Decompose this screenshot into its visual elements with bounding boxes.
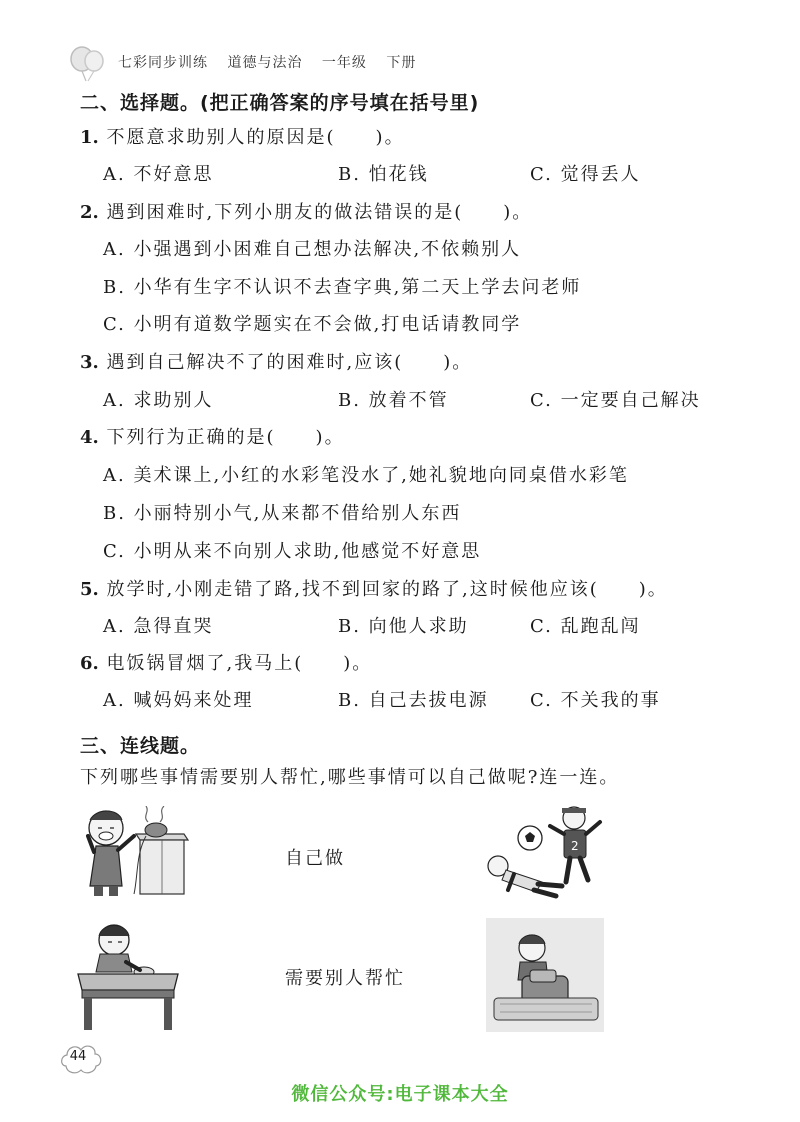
question-stem: 遇到自己解决不了的困难时,应该( )。 bbox=[106, 352, 473, 373]
watermark-text: 微信公众号:电子课本大全 bbox=[291, 1084, 509, 1105]
question-number: 6. bbox=[80, 653, 99, 674]
question-stem: 电饭锅冒烟了,我马上( )。 bbox=[106, 653, 373, 674]
question-6 bbox=[80, 652, 372, 676]
q4-option-c: C. 小明从来不向别人求助,他感觉不好意思 bbox=[103, 541, 482, 562]
header-subject: 道德与法治 bbox=[227, 55, 303, 71]
q6-option-b: B. 自己去拔电源 bbox=[338, 690, 489, 711]
question-number: 5. bbox=[80, 579, 99, 600]
q1-option-c: C. 觉得丢人 bbox=[530, 164, 641, 185]
q3-option-a: A. 求助别人 bbox=[103, 390, 214, 411]
soccer-injury-picture[interactable] bbox=[478, 800, 618, 900]
q5-option-c: C. 乱跑乱闯 bbox=[530, 616, 641, 637]
section2-title: 二、选择题。(把正确答案的序号填在括号里) bbox=[80, 92, 480, 114]
q4-option-b: B. 小丽特别小气,从来都不借给别人东西 bbox=[103, 503, 462, 524]
q3-option-c: C. 一定要自己解决 bbox=[530, 390, 701, 411]
q5-option-a: A. 急得直哭 bbox=[103, 616, 214, 637]
balloon-icon bbox=[68, 46, 108, 82]
header-grade: 一年级 bbox=[321, 55, 367, 71]
question-stem: 遇到困难时,下列小朋友的做法错误的是( )。 bbox=[106, 202, 533, 223]
q1-option-a: A. 不好意思 bbox=[103, 164, 214, 185]
question-number: 3. bbox=[80, 352, 99, 373]
header-volume: 下册 bbox=[386, 55, 417, 71]
svg-text:2: 2 bbox=[571, 839, 579, 853]
q1-option-b: B. 怕花钱 bbox=[338, 164, 429, 185]
section3-title: 三、连线题。 bbox=[80, 735, 201, 757]
q2-option-c: C. 小明有道数学题实在不会做,打电话请教同学 bbox=[103, 314, 522, 335]
question-stem: 下列行为正确的是( )。 bbox=[106, 427, 345, 448]
label-need-help: 需要别人帮忙 bbox=[285, 968, 405, 989]
question-stem: 放学时,小刚走错了路,找不到回家的路了,这时候他应该( )。 bbox=[106, 579, 668, 600]
q4-option-a: A. 美术课上,小红的水彩笔没水了,她礼貌地向同桌借水彩笔 bbox=[103, 465, 629, 486]
q6-option-c: C. 不关我的事 bbox=[530, 690, 661, 711]
question-number: 1. bbox=[80, 127, 99, 148]
boy-smoking-appliance-picture[interactable] bbox=[76, 806, 194, 898]
question-5 bbox=[80, 578, 668, 602]
question-2 bbox=[80, 201, 532, 225]
q6-option-a: A. 喊妈妈来处理 bbox=[103, 690, 254, 711]
question-number: 2. bbox=[80, 202, 99, 223]
child-packing-bag-picture[interactable] bbox=[486, 918, 604, 1032]
question-1 bbox=[80, 126, 405, 150]
question-3 bbox=[80, 351, 472, 375]
boy-wiping-table-picture[interactable] bbox=[74, 920, 182, 1032]
page-number-badge bbox=[58, 1040, 104, 1080]
question-stem: 不愿意求助别人的原因是( )。 bbox=[106, 127, 405, 148]
question-number: 4. bbox=[80, 427, 99, 448]
section3-instruction: 下列哪些事情需要别人帮忙,哪些事情可以自己做呢?连一连。 bbox=[80, 767, 620, 788]
q3-option-b: B. 放着不管 bbox=[338, 390, 449, 411]
q5-option-b: B. 向他人求助 bbox=[338, 616, 469, 637]
page-number: 44 bbox=[69, 1049, 87, 1064]
page-header bbox=[68, 46, 488, 80]
label-do-myself: 自己做 bbox=[285, 848, 345, 869]
q2-option-a: A. 小强遇到小困难自己想办法解决,不依赖别人 bbox=[103, 239, 522, 260]
header-series: 七彩同步训练 bbox=[118, 55, 208, 71]
q2-option-b: B. 小华有生字不认识不去查字典,第二天上学去问老师 bbox=[103, 277, 582, 298]
question-4 bbox=[80, 426, 345, 450]
